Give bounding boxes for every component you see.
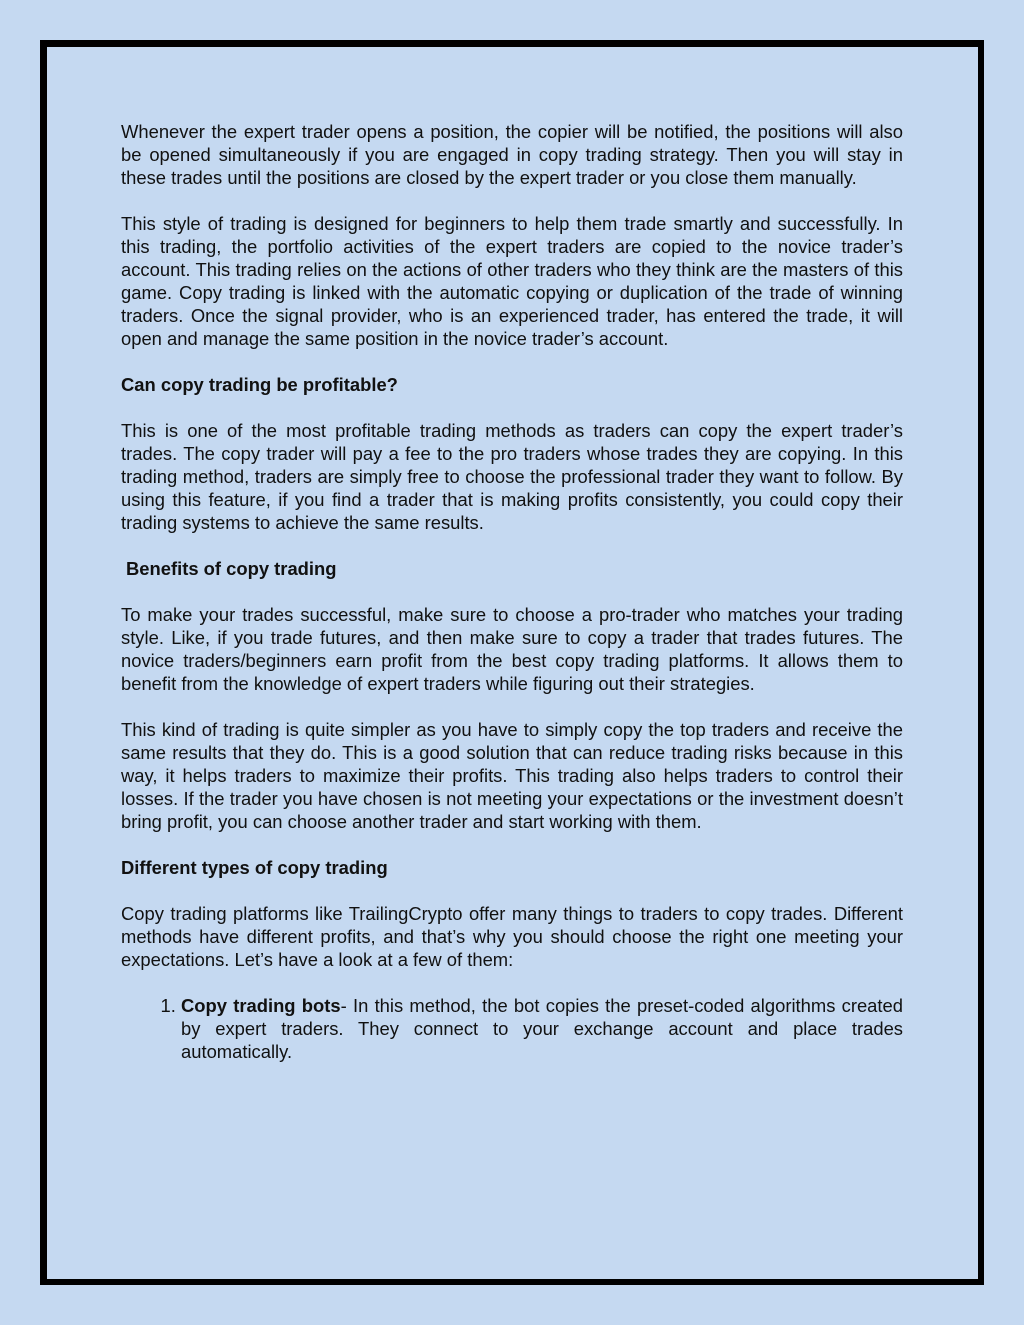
paragraph: This kind of trading is quite simpler as you have to simply copy the top traders and receive the same results that they do. This is a good solution that can reduce trading risks because in this way, it helps traders to maximize their profits. This trading also helps traders to control their losses. If the trader you have chosen is not meeting your expectations or the investment doesn’t bring profit, you can choose another trader and start working with them. (121, 719, 903, 832)
section-heading-types: Different types of copy trading (121, 857, 388, 878)
numbered-list (121, 994, 903, 1063)
paragraph: Copy trading platforms like TrailingCrypto offer many things to traders to copy trades. Different methods have different profits, and that’s why you should choose the right one meeting your expectations. Let’s have a look at a few of them: (121, 903, 903, 970)
section-heading-benefits: Benefits of copy trading (126, 558, 337, 579)
paragraph: To make your trades successful, make sure to choose a pro-trader who matches your trading style. Like, if you trade futures, and then make sure to copy a trader that trades futures. The novice traders/beginners earn profit from the best copy trading platforms. It allows them to benefit from the knowledge of expert traders while figuring out their strategies. (121, 604, 903, 694)
paragraph: Whenever the expert trader opens a position, the copier will be notified, the positions will also be opened simultaneously if you are engaged in copy trading strategy. Then you will stay in these trades until the positions are closed by the expert trader or you close them manually. (121, 121, 903, 188)
paragraph: This is one of the most profitable trading methods as traders can copy the expert trader’s trades. The copy trader will pay a fee to the pro traders whose trades they are copying. In this trading method, traders are simply free to choose the professional trader they want to follow. By using this feature, if you find a trader that is making profits consistently, you could copy their trading systems to achieve the same results. (121, 420, 903, 533)
list-item-term: Copy trading bots (181, 995, 341, 1016)
document-body (121, 120, 903, 1063)
section-heading-profitable: Can copy trading be profitable? (121, 374, 398, 395)
paragraph: This style of trading is designed for beginners to help them trade smartly and successfully. In this trading, the portfolio activities of the expert traders are copied to the novice trader’s account. This trading relies on the actions of other traders who they think are the masters of this game. Copy trading is linked with the automatic copying or duplication of the trade of winning traders. Once the signal provider, who is an experienced trader, has entered the trade, it will open and manage the same position in the novice trader’s account. (121, 213, 903, 349)
list-item-text: - In this method, the bot copies the preset-coded algorithms created by expert traders. They connect to your exchange account and place trades automatically. (181, 995, 903, 1062)
list-item (181, 994, 903, 1063)
